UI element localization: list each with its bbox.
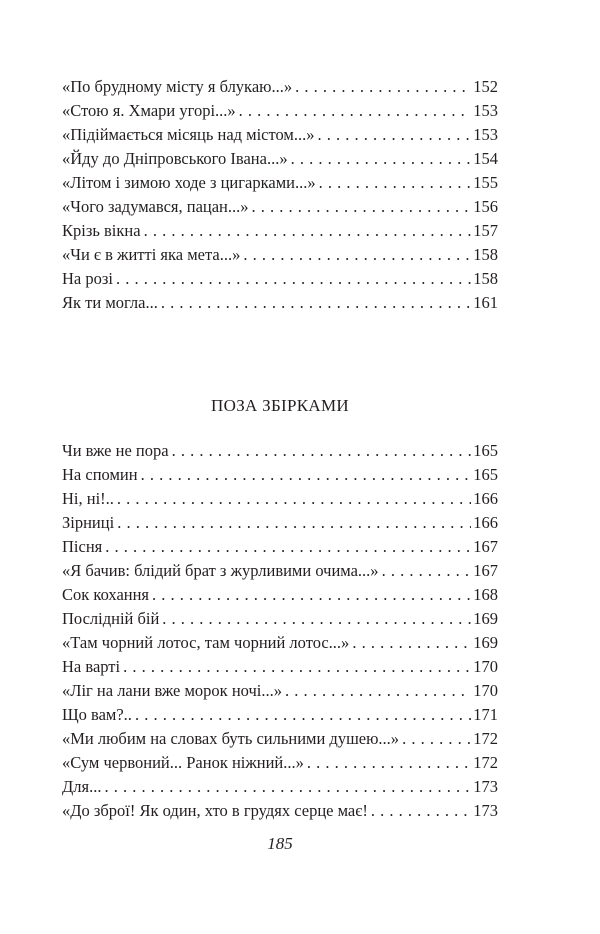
dot-leader bbox=[295, 75, 471, 99]
entry-page: 167 bbox=[473, 537, 498, 556]
entry-page: 169 bbox=[473, 609, 498, 628]
entry-title: Що вам?.. bbox=[62, 705, 132, 724]
dot-leader bbox=[144, 219, 472, 243]
dot-leader bbox=[172, 439, 472, 463]
entry-page: 170 bbox=[473, 681, 498, 700]
toc-section-1 bbox=[62, 75, 498, 315]
entry-page: 173 bbox=[473, 777, 498, 796]
entry-title: «Чого задумався, пацан...» bbox=[62, 197, 249, 216]
toc-entry bbox=[62, 727, 498, 751]
entry-title: «Літом і зимою ходе з цигарками...» bbox=[62, 173, 316, 192]
dot-leader bbox=[285, 679, 471, 703]
entry-title: «Там чорний лотос, там чорний лотос...» bbox=[62, 633, 350, 652]
dot-leader bbox=[105, 535, 471, 559]
toc-entry bbox=[62, 799, 498, 823]
dot-leader bbox=[152, 583, 471, 607]
dot-leader bbox=[161, 291, 471, 315]
entry-title: «Чи є в житті яка мета...» bbox=[62, 245, 241, 264]
toc-entry bbox=[62, 99, 498, 123]
toc-entry bbox=[62, 775, 498, 799]
toc-entry bbox=[62, 267, 498, 291]
toc-entry bbox=[62, 535, 498, 559]
entry-page: 153 bbox=[473, 101, 498, 120]
dot-leader bbox=[291, 147, 472, 171]
toc-entry bbox=[62, 463, 498, 487]
toc-entry bbox=[62, 75, 498, 99]
entry-title: «Я бачив: блідий брат з журливими очима...» bbox=[62, 561, 379, 580]
toc-entry bbox=[62, 607, 498, 631]
entry-page: 156 bbox=[473, 197, 498, 216]
entry-title: Сок кохання bbox=[62, 585, 150, 604]
entry-title: На спомин bbox=[62, 465, 138, 484]
entry-title: «До зброї! Як один, хто в грудях серце має! bbox=[62, 801, 368, 820]
entry-title: Чи вже не пора bbox=[62, 441, 169, 460]
dot-leader bbox=[117, 511, 471, 535]
entry-title: На розі bbox=[62, 269, 113, 288]
toc-entry bbox=[62, 655, 498, 679]
entry-title: «Сум червоний... Ранок ніжний...» bbox=[62, 753, 304, 772]
entry-page: 165 bbox=[473, 441, 498, 460]
entry-page: 170 bbox=[473, 657, 498, 676]
section-heading: ПОЗА ЗБІРКАМИ bbox=[211, 396, 349, 415]
toc-entry bbox=[62, 439, 498, 463]
entry-page: 166 bbox=[473, 513, 498, 532]
toc-entry bbox=[62, 559, 498, 583]
dot-leader bbox=[352, 631, 471, 655]
toc-entry bbox=[62, 291, 498, 315]
entry-page: 166 bbox=[473, 489, 498, 508]
entry-page: 172 bbox=[473, 753, 498, 772]
dot-leader bbox=[135, 703, 471, 727]
dot-leader bbox=[382, 559, 472, 583]
entry-page: 172 bbox=[473, 729, 498, 748]
dot-leader bbox=[371, 799, 471, 823]
entry-title: «По брудному місту я блукаю...» bbox=[62, 77, 293, 96]
dot-leader bbox=[141, 463, 472, 487]
dot-leader bbox=[402, 727, 471, 751]
entry-title: «Ліг на лани вже морок ночі...» bbox=[62, 681, 282, 700]
dot-leader bbox=[162, 607, 471, 631]
toc-entry bbox=[62, 583, 498, 607]
dot-leader bbox=[239, 99, 472, 123]
toc-entry bbox=[62, 171, 498, 195]
entry-title: Послідній бій bbox=[62, 609, 160, 628]
toc-entry bbox=[62, 631, 498, 655]
dot-leader bbox=[318, 123, 472, 147]
entry-page: 168 bbox=[473, 585, 498, 604]
entry-page: 171 bbox=[473, 705, 498, 724]
toc-entry bbox=[62, 219, 498, 243]
dot-leader bbox=[123, 655, 471, 679]
toc-entry bbox=[62, 147, 498, 171]
entry-page: 161 bbox=[473, 293, 498, 312]
entry-page: 155 bbox=[473, 173, 498, 192]
entry-page: 158 bbox=[473, 269, 498, 288]
toc-entry bbox=[62, 703, 498, 727]
entry-title: «Стою я. Хмари угорі...» bbox=[62, 101, 236, 120]
toc-section-2 bbox=[62, 439, 498, 823]
entry-title: «Підіймається місяць над містом...» bbox=[62, 125, 315, 144]
entry-page: 167 bbox=[473, 561, 498, 580]
entry-title: На варті bbox=[62, 657, 121, 676]
entry-title: Ні, ні!.. bbox=[62, 489, 114, 508]
toc-entry bbox=[62, 679, 498, 703]
dot-leader bbox=[243, 243, 471, 267]
dot-leader bbox=[116, 267, 471, 291]
toc-entry bbox=[62, 243, 498, 267]
dot-leader bbox=[319, 171, 472, 195]
entry-title: Крізь вікна bbox=[62, 221, 141, 240]
entry-page: 154 bbox=[473, 149, 498, 168]
page-number: 185 bbox=[267, 834, 293, 853]
dot-leader bbox=[117, 487, 471, 511]
entry-page: 153 bbox=[473, 125, 498, 144]
toc-entry bbox=[62, 751, 498, 775]
entry-title: Пісня bbox=[62, 537, 103, 556]
entry-title: Зірниці bbox=[62, 513, 115, 532]
dot-leader bbox=[252, 195, 472, 219]
entry-title: Для... bbox=[62, 777, 102, 796]
toc-entry bbox=[62, 123, 498, 147]
entry-title: Як ти могла... bbox=[62, 293, 158, 312]
dot-leader bbox=[104, 775, 471, 799]
toc-entry bbox=[62, 487, 498, 511]
entry-page: 152 bbox=[473, 77, 498, 96]
toc-entry bbox=[62, 511, 498, 535]
entry-title: «Йду до Дніпровського Івана...» bbox=[62, 149, 288, 168]
entry-page: 165 bbox=[473, 465, 498, 484]
toc-entry bbox=[62, 195, 498, 219]
entry-page: 173 bbox=[473, 801, 498, 820]
entry-title: «Ми любим на словах буть сильними душею...» bbox=[62, 729, 400, 748]
entry-page: 169 bbox=[473, 633, 498, 652]
entry-page: 158 bbox=[473, 245, 498, 264]
dot-leader bbox=[307, 751, 471, 775]
entry-page: 157 bbox=[473, 221, 498, 240]
